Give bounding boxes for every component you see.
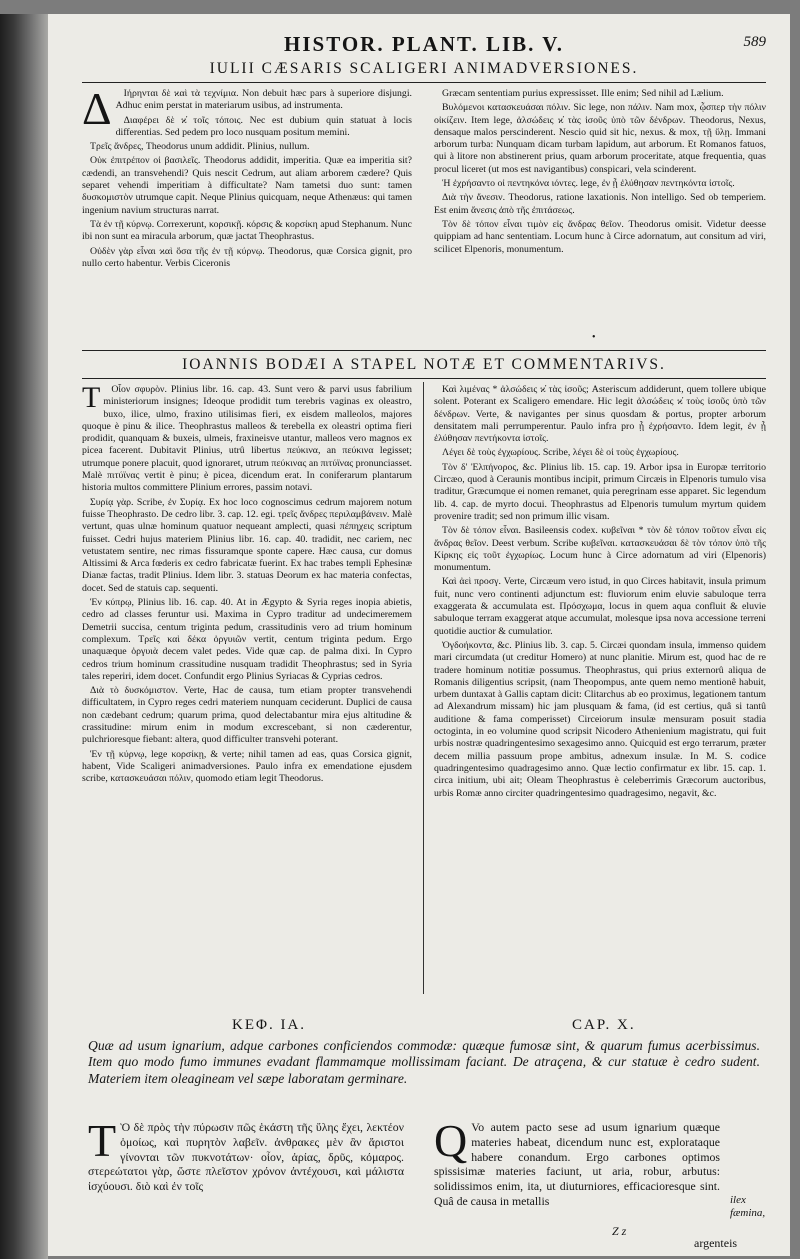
- scaliger-note: Græcam sententiam purius expressisset. Ille enim; Sed nihil ad Lælium.: [442, 88, 724, 99]
- commentary-note: Τὸν δ' Ἐλπήνορος, &c. Plinius lib. 15. cap. 19. Arbor ipsa in Europæ territorio Circæo, quod à Ceraunis montibus incipit, primum Circæis in Elpenoris tumulo visa traditur, Græcumque ei nomen remanet, quia peregrinam esse apparet. Sic legendum lib. 4. cap. de myrto docui. Theophrastus ad Elpenoris tumulum myrtum quidem provenire tradit; sed non primum illic visam.: [434, 461, 766, 522]
- running-title: HISTOR. PLANT. LIB. V.: [284, 32, 564, 56]
- scaliger-note: Διαφέρει δὲ ϰ̓ τοῖς τόποις. Nec est dubium quin statuat à locis differentias. Sed pedem pro loco nusquam positum memini.: [115, 114, 412, 138]
- commentary-note: Ὀγδοήκοντα, &c. Plinius lib. 3. cap. 5. Circæi quondam insula, immenso quidem mari circumdata (ut creditur Homero) at nunc planitie. Mirum est, quod hac de re tradere hominum notitiæ possumus. Theophrastus, qui prius externorû aliqua de Romanis diligentius scripsit, (nam Theopompus, ante quem nemo mentionê habuit, urbem duntaxat à Gallis captam dicit: Clitarchus ab eo proximus, legationem tantum ad Alexandrum missam) hic jam plusquam & fama, (id est certius, quâ si tantû auditione & fama comperisset) Circeiorum insulæ mensuram posuit stadia octoginta, in eo volumine quod scripsit Nicodero Athenienium magistratu, qui fuit urbis nostræ quadringentesimo sexagesimo anno. Quicquid est ergo terrarum, præter decem millia passuum prope ambitus, adnexum insulæ. In M. S. codice quadringentesimo quadragesimo anno. Quæ lectio confirmatur ex libr. 15. cap. 1. circa initium, ubi ait; Oleam Theophrastus è celeberrimis Græcorum auctoribus, urbis Romæ anno circiter quadringentesimo quadragesimo, negavit, &c.: [434, 639, 766, 799]
- bodaeus-right-column: [434, 384, 766, 998]
- commentary-note: Οἷον σφυρὸν. Plinius libr. 16. cap. 43. Sunt vero & parvi usus fabrilium ministeriorum insignes; Ideoque prodidit tum terebris vaginas ex oleastro, buxo, ilice, ulmo, fraxino utilisimas fieri, ex eisdem malleolos, majores quoque è pinu & ilice. Theophrastus malleos & terebella ex oleastri optima fieri prodidit, quanquam & buxeis, ulmeis, fraxineisve utantur, malleos vero magnos ex picea facerent. Dubitavit Plinius, utrû libertus πεύκινα, an πεύκινα legisset; utrumque ponere placuit, quod ignoraret, utrum πεύκινας an πιτύϊνας pronunciasset. Malè πιτύϊνας vertit è pinu; è picea, dicendum erat. In coniferarum plantarum historia multos committere Plinium errores, passim notavi.: [82, 384, 412, 494]
- latin-text-column: [434, 1120, 720, 1240]
- scaliger-note: Τρεῖς ἄνδρες, Theodorus unum addidit. Plinius, nullum.: [90, 141, 310, 153]
- scaliger-note: Τὰ ἐν τῇ κύρνῳ. Correxerunt, κορσικῇ. κόρσις & κορσίκη apud Stephanum. Nunc ibi non sunt ea miracula arborum, quæ jactat Theophrastus.: [82, 218, 412, 243]
- page-number: 589: [743, 34, 766, 50]
- section-rule: [82, 378, 766, 379]
- commentary-note: Διὰ τὸ δυσκόμιστον. Verte, Hac de causa, tum etiam propter transvehendi difficultatem, in Cypro reges cedri materiem nunquam ceciderunt. Duplici de causa non cædebant cedrum; quarum prima, quod delectabantur mira ejus altitudine & crassitudine: mirum enim in modum excrescebant, si non cæderentur, pulchrioresque fiebant: altera, quod difficulter transvehi poterant.: [82, 685, 412, 746]
- scaliger-left-column: [82, 88, 412, 346]
- scaliger-note: Τὸν δὲ τόπον εἶναι τιμὸν εἰς ἄνδρας θεῖον. Theodorus omisit. Videtur deesse quippiam ad hanc sententiam. Locum hunc à Circe adornatum, aut consitum ad viri, scilicet Elpenoris, monumentum.: [434, 218, 766, 255]
- latin-text: Vo autem pacto sese ad usum ignarium quæque materies habeat, dicendum nunc est, explorataque habere conandum. Ergo carbones optimos spissisimæ materies faciunt, ut aria, robur, arbutus: solidissimos enim, ita, ut diuturniores, efficacioresque sint. Quâ de causa in metallis: [434, 1120, 720, 1208]
- scaliger-note: Ἡ ἐχρήσαντο οἱ πεντηκόνα ιόντες. lege, ἐν ᾗ ἐλύθησαν πεντηκόντα ἱστοῖς.: [442, 178, 735, 190]
- greek-chapter-head: ΚΕΦ. ΙΑ.: [232, 1017, 307, 1033]
- scaliger-note: Οὐκ ἐπιτρέπον οἱ βασιλεῖς. Theodorus addidit, imperitia. Quæ ea imperitia sit? cædendi, an transvehendi? Quis nescit Cedrum, aut aliam arborem cædere? Quis separet vehendi imperitiam à difficultate? Nam tametsi duo sunt: tamen δυσκομιστὸν utrumque capit. Neque Plinius quicquam, neque Athenæus: qui tamen ingenium navium structuras narrat.: [82, 155, 412, 216]
- bodaeus-dropcap: T: [82, 384, 101, 414]
- column-divider: [423, 382, 424, 994]
- latin-dropcap: Q: [434, 1120, 468, 1166]
- scaliger-note: Διὰ τὴν ἄνεσιν. Theodorus, ratione laxationis. Non intelligo. Sed ob temperiem. Est enim ἄνεσις ἀπὸ τῆς ἐπιτάσεως.: [434, 192, 766, 216]
- commentary-note: Ἐν κύπρῳ, Plinius lib. 16. cap. 40. At in Ægypto & Syria reges inopia abietis, cedro ad classes feruntur usi. Maxima in Cypro traditur ad undecimeremem Demetrii succisa, centum triginta pedum, crassitudinis vero ad trium hominum complexum. Τρεῖς καὶ δέκα ὀργυιῶν vertit, centum triginta pedum. Ergo unaquæque ὀργυιὰ decem valet pedes. Vide quæ cap. de palma dixi. In Cypro cedros trium hominum crassitudine nusquam tradidit Theophrastus; sed in Syria tales reperiri, idem docet. Confundit ergo Plinius Syriacas & Cyprias cedros.: [82, 597, 412, 682]
- bodaeus-section-title: IOANNIS BODÆI A STAPEL NOTÆ ET COMMENTARIVS.: [182, 356, 666, 373]
- bodaeus-left-column: [82, 384, 412, 998]
- scaliger-right-column: [434, 88, 766, 346]
- greek-dropcap: Τ: [88, 1120, 117, 1166]
- commentary-note: Συρίᾳ γὰρ. Scribe, ἐν Συρίᾳ. Ex hoc loco cognoscimus cedrum majorem notum fuisse Theophrasto. De cedro libr. 3. cap. 12. egi. τρεῖς ἄνδρες περιλαμβάνειν. Malè vertunt, quas ulnæ hominum quatuor nequeant amplecti, quasi πέπηχεις scriptum fuisset. Cedri hujus materiem Plinius libr. 16. cap. 40. tradidit, nec cariem, nec vetustatem sentire, nec rimas fissuramque sponte capere. Hæc causa, cur domus Altissimi & Arca fœderis ex cedro fabricatæ fuerint. Ex hac trabes templi Ephesinæ Dianæ factas, tradit Plinius. Idem libr. 3. statuas Deorum ex hac materia confectas, docet. Sed de statuis cap. sequenti.: [82, 496, 412, 594]
- commentary-note: Ἐν τῇ κύρνῳ, lege κορσίκῃ, & verte; nihil tamen ad eas, quas Corsica gignit, habent, Vide Scaligeri animadversiones. Paulo infra ex emendatione ejusdem scribe, κατασκευάσαι πόλιν, quomodo etiam legit Theodorus.: [82, 748, 412, 785]
- catchword: argenteis: [694, 1236, 738, 1250]
- scaliger-note: Ιήρηνται δὲ ϰαὶ τὰ τεχνίμια. Non debuit hæc pars à superiore disjungi. Adhuc enim perstat in materiarum usibus, ad instrumenta.: [115, 88, 412, 112]
- scaliger-note: Βυλόμενοι κατασκευάσαι πόλιν. Sic lege, non πάλιν. Nam mox, ᾦσπερ τὴν πόλιν οἰκίζειν. Item lege, ἀλσώδεις ϰ̓ τὰς ἰσοῦς ὑπὸ τῶν δένδρων. Theodorus, Nexus, densaque malos perscinderent. Nescio quid sit hic, nexus. & mox, τῇ ὕλῃ. Immani arborum turba: Nunquam dicam turbam lapidum, aut arborum. Et Romanos fatuos, qui à litore non abstinerent prius, quam arborum proceritate, atque frequentia, quas procul liceret (ut mos est navigantibus) conspicari, vela scinderent.: [434, 102, 766, 175]
- chapter-summary: Quæ ad usum ignarium, adque carbones conficiendos commodæ: quæque fumosæ sint, & quarum fumus acerbissimus. Item quo modo fumo immunes evadant flammamque mollissimam faciant. De atraçena, & cur statuæ è cedro sudent. Materiem item oleagineam vel sæpe laboratam germinare.: [88, 1038, 760, 1086]
- scaliger-section-title: IULII CÆSARIS SCALIGERI ANIMADVERSIONES.: [209, 60, 639, 77]
- scaliger-note: Οὐδὲν γὰρ εἶναι ϰαὶ ὅσα τῆς ἐν τῇ κύρνῳ. Theodorus, quæ Corsica gignit, pro nullo certo habentur. Verbis Ciceronis: [82, 245, 412, 269]
- latin-chapter-head: CAP. X.: [572, 1017, 636, 1033]
- scaliger-dropcap: Δ: [82, 88, 112, 134]
- book-page: [48, 14, 790, 1256]
- greek-text: Ὸ δὲ πρὸς τὴν πύρωσιν πῶς ἑκάστη τῆς ὕλης ἔχει, λεκτέον ὁμοίως, καὶ πυρητὸν λαβεῖν. ἀνθρακες μὲν ἂν ἄριστοι γίνονται τῶν πυκνοτάτων· οἷον, ἀρίας, δρῦς, κόμαρος. στερεώτατοι γὰρ, ὥστε πλεῖστον χρόνον ἀντέχουσι, καὶ μάλιστα ἰσχύουσι. διὸ καὶ ἐν τοῖς: [88, 1120, 404, 1194]
- section-rule: [82, 350, 766, 351]
- greek-text-column: [88, 1120, 404, 1248]
- margin-note: ilex fæmina,: [730, 1194, 766, 1219]
- book-binding-shadow: [0, 14, 48, 1259]
- commentary-note: Τὸν δὲ τόπον εἶναι. Basileensis codex. κυβεῖναι * τὸν δὲ τόπον τοῦτον εἶναι εἰς ἄνδρας θεῖον. Deest verbum. Scribe κυβεῖναι. κατασκευάσαι δὲ τὸν τόπον ὑπὸ τῆς Κίρκης εἰς τοῦτ ἐγχωρίως. Locum hunc à Circe adornatum ad viri (Elpenoris) monumentum.: [434, 525, 766, 574]
- commentary-note: Καὶ λιμένας * ἀλσώδεις ϰ̓ τὰς ἰσοῦς; Asteriscum addiderunt, quem tollere ubique solent. Poterant ex Scaligero emendare. Hic legit ἀλσώδεις ϰ̓ τοὺς ἰσοῦς ὑπὸ τῶν δένδρων. Verte, & navigantes per sinus quosdam & portus, propter arborum densitatem mali perrumperentur. Paulo infra pro ᾗ ἐχρήσαντο. Idem legit, ἐν ᾗ ἐλύθησαν πεντήκοντα ἱστοῖς.: [434, 384, 766, 445]
- section-end-ornament: •: [592, 332, 596, 343]
- commentary-note: Καὶ ἀεὶ προσγ. Verte, Circæum vero istud, in quo Circes habitavit, insula primum fuit, nunc vero continenti adjunctum est: fluviorum enim eluvie sabuloque terra exaggerata & accumulata est. Πρόσχωμα, locus in quem aqua confluit & eluvie sabuloque terram exaggerat atque accumulat, molesque ipsa nova accessione terreni quotidie auctior & cumulatior.: [434, 576, 766, 637]
- commentary-note: Λέγει δὲ τοὺς ἐγχωρίους. Scribe, λέγει δὲ οἱ τοὺς ἐγχωρίους.: [442, 447, 679, 459]
- header-rule: [82, 82, 766, 83]
- signature-mark: Z z: [612, 1224, 627, 1238]
